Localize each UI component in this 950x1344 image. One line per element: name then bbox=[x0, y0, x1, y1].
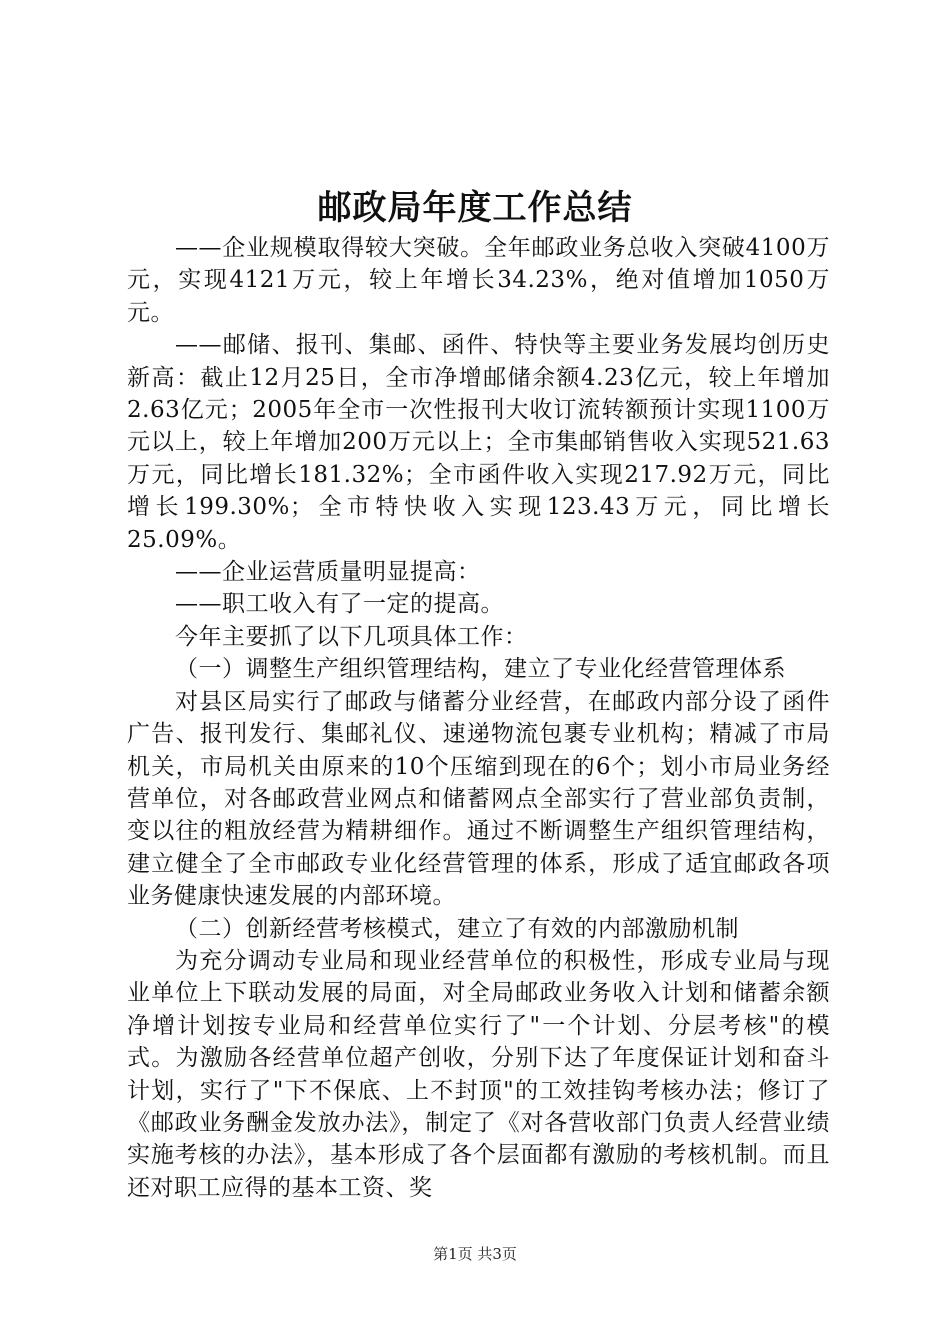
page-footer: 第1页 共3页 bbox=[433, 1245, 517, 1263]
paragraph-section-1-body: 对县区局实行了邮政与储蓄分业经营，在邮政内部分设了函件广告、报刊发行、集邮礼仪、速递物流包裹专业机构；精减了市局机关，市局机关由原来的10个压缩到现在的6个；划小市局业务经营单位，对各邮政营业网点和储蓄网点全部实行了营业部负责制，变以往的粗放经营为精耕细作。通过不断调整生产组织管理结构，建立健全了全市邮政专业化经营管理的体系，形成了适宜邮政各项业务健康快速发展的内部环境。 bbox=[127, 688, 830, 910]
paragraph-operation-quality: ——企业运营质量明显提高： bbox=[175, 559, 481, 586]
document-title: 邮政局年度工作总结 bbox=[317, 188, 633, 228]
paragraph-staff-income: ——职工收入有了一定的提高。 bbox=[175, 591, 504, 618]
section-heading-1: （一）调整生产组织管理结构，建立了专业化经营管理体系 bbox=[175, 656, 786, 683]
document-body bbox=[127, 232, 830, 1204]
section-heading-2: （二）创新经营考核模式，建立了有效的内部激励机制 bbox=[175, 915, 739, 942]
paragraph-section-2-body: 为充分调动专业局和现业经营单位的积极性，形成专业局与现业单位上下联动发展的局面，对全局邮政业务收入计划和储蓄余额净增计划按专业局和经营单位实行了"一个计划、分层考核"的模式。为激励各经营单位超产创收，分别下达了年度保证计划和奋斗计划，实行了"下不保底、上不封顶"的工效挂钩考核办法；修订了《邮政业务酬金发放办法》，制定了《对各营收部门负责人经营业绩实施考核的办法》，基本形成了各个层面都有激励的考核机制。而且还对职工应得的基本工资、奖 bbox=[127, 947, 830, 1201]
paragraph-business-scale: ——企业规模取得较大突破。全年邮政业务总收入突破4100万元，实现4121万元，较上年增长34.23%，绝对值增加1050万元。 bbox=[127, 235, 830, 326]
paragraph-main-work-intro: 今年主要抓了以下几项具体工作： bbox=[175, 623, 528, 650]
paragraph-business-records: ——邮储、报刊、集邮、函件、特快等主要业务发展均创历史新高：截止12月25日，全市净增邮储余额4.23亿元，较上年增加2.63亿元；2005年全市一次性报刊大收订流转额预计实现1100万元以上，较上年增加200万元以上；全市集邮销售收入实现521.63万元，同比增长181.32%；全市函件收入实现217.92万元，同比增长199.30%；全市特快收入实现123.43万元，同比增长25.09%。 bbox=[127, 332, 830, 553]
